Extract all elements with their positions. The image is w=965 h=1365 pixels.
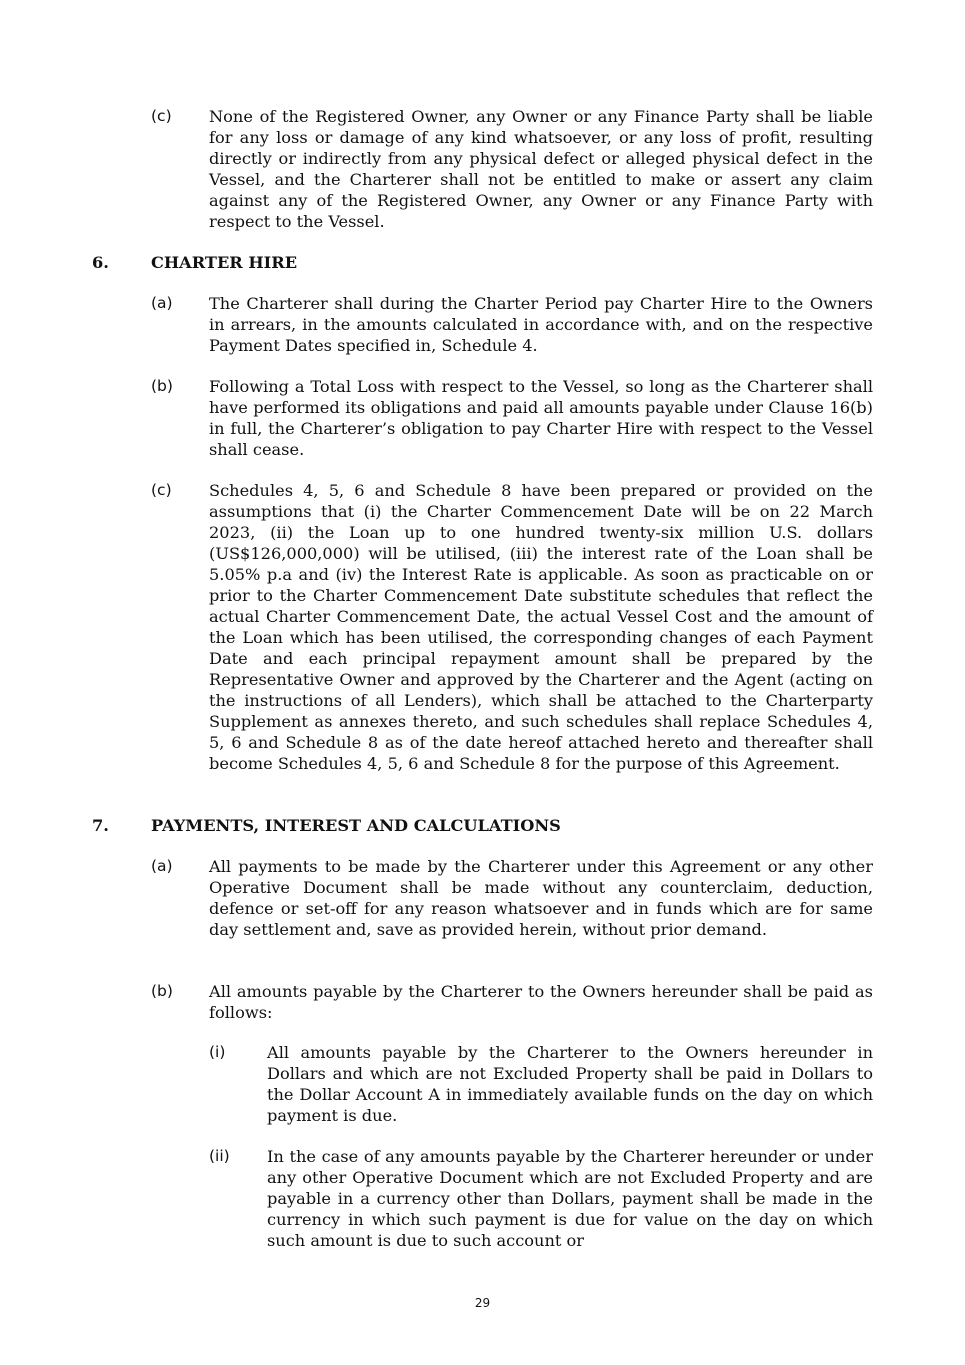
clause-7b-ii-label: (ii) [209, 1147, 230, 1165]
clause-7b-i-label: (i) [209, 1043, 226, 1061]
clause-6-title: CHARTER HIRE [151, 253, 298, 272]
clause-5c-text: None of the Registered Owner, any Owner or any Finance Party shall be liable for any loss or damage of any kind whatsoever, or any loss of profit, resulting directly or indirectly from any physical defect or alleged physical defect in the Vessel, and the Charterer shall not be entitled to make or assert any claim against any of the Registered Owner, any Owner or any Finance Party with respect to the Vessel. [209, 107, 873, 231]
clause-7b-label: (b) [151, 982, 173, 1000]
clause-7b-ii-text: In the case of any amounts payable by the Charterer hereunder or under any other Operative Document which are not Excluded Property and are payable in a currency other than Dollars, payment shall be made in the currency in which such payment is due for value on the day on which such amount is due to such account or [267, 1147, 873, 1250]
clause-6c-label: (c) [151, 481, 172, 499]
clause-5c-label: (c) [151, 107, 172, 125]
clause-7b-i-text: All amounts payable by the Charterer to the Owners hereunder in Dollars and which are not Excluded Property shall be paid in Dollars to the Dollar Account A in immediately available funds on the day on which payment is due. [267, 1043, 873, 1125]
clause-6b-label: (b) [151, 377, 173, 395]
clause-7-number: 7. [92, 816, 109, 835]
clause-7a-text: All payments to be made by the Charterer under this Agreement or any other Operative Document shall be made without any counterclaim, deduction, defence or set-off for any reason whatsoever and in funds which are for same day settlement and, save as provided herein, without prior demand. [209, 857, 873, 939]
clause-6-number: 6. [92, 253, 109, 272]
page-number: 29 [474, 1296, 491, 1310]
clause-6a-text: The Charterer shall during the Charter Period pay Charter Hire to the Owners in arrears, in the amounts calculated in accordance with, and on the respective Payment Dates specified in, Schedule 4. [209, 294, 873, 355]
clause-6a-label: (a) [151, 294, 173, 312]
clause-7b-text: All amounts payable by the Charterer to the Owners hereunder shall be paid as follows: [209, 982, 873, 1022]
clause-6b-text: Following a Total Loss with respect to the Vessel, so long as the Charterer shall have performed its obligations and paid all amounts payable under Clause 16(b) in full, the Charterer’s obligation to pay Charter Hire with respect to the Vessel shall cease. [209, 377, 873, 459]
clause-6c-text: Schedules 4, 5, 6 and Schedule 8 have been prepared or provided on the assumptions that (i) the Charter Commencement Date will be on 22 March 2023, (ii) the Loan up to one hundred twenty-six million U.S. dollars (US$126,000,000) will be utilised, (iii) the interest rate of the Loan shall be 5.05% p.a and (iv) the Interest Rate is applicable. As soon as practicable on or prior to the Charter Commencement Date substitute schedules that reflect the actual Charter Commencement Date, the actual Vessel Cost and the amount of the Loan which has been utilised, the corresponding changes of each Payment Date and each principal repayment amount shall be prepared by the Representative Owner and approved by the Charterer and the Agent (acting on the instructions of all Lenders), which shall be attached to the Charterparty Supplement as annexes thereto, and such schedules shall replace Schedules 4, 5, 6 and Schedule 8 as of the date hereof attached hereto and thereafter shall become Schedules 4, 5, 6 and Schedule 8 for the purpose of this Agreement. [209, 481, 873, 773]
clause-7a-label: (a) [151, 857, 173, 875]
clause-7-title: PAYMENTS, INTEREST AND CALCULATIONS [151, 816, 561, 835]
